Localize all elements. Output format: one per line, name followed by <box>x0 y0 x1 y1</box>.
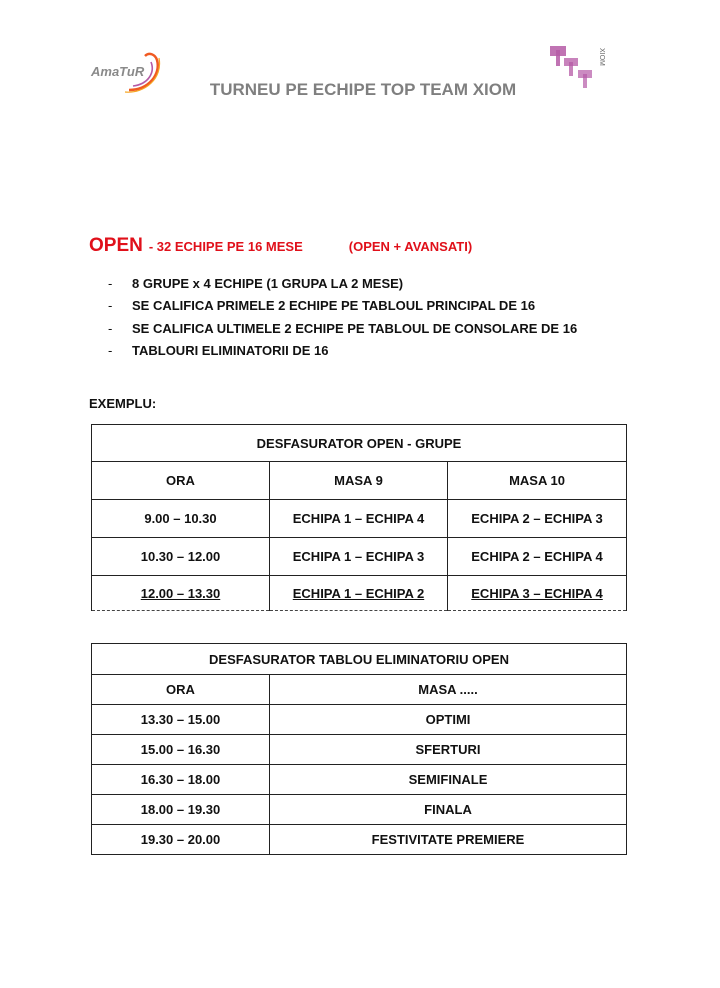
open-note: (OPEN + AVANSATI) <box>348 239 473 254</box>
list-item-text: TABLOURI ELIMINATORII DE 16 <box>132 342 329 358</box>
list-item <box>108 340 577 362</box>
table-caption: DESFASURATOR TABLOU ELIMINATORIU OPEN <box>92 644 627 675</box>
elimination-schedule-table <box>91 643 627 855</box>
match-cell <box>448 576 627 611</box>
stage-cell: FINALA <box>270 795 627 825</box>
table-row <box>92 500 627 538</box>
list-item-text: SE CALIFICA PRIMELE 2 ECHIPE PE TABLOUL PRINCIPAL DE 16 <box>132 298 536 314</box>
bullet-dash: - <box>108 320 113 336</box>
column-header: MASA 10 <box>448 462 627 500</box>
table-row <box>92 795 627 825</box>
table-row <box>92 765 627 795</box>
table-caption: DESFASURATOR OPEN - GRUPE <box>92 425 627 462</box>
table-row <box>92 825 627 855</box>
table-row <box>92 538 627 576</box>
bullet-dash: - <box>108 276 113 291</box>
list-item <box>108 318 577 340</box>
match-cell: ECHIPA 2 – ECHIPA 3 <box>448 500 627 538</box>
time-cell <box>92 576 270 611</box>
stage-cell: SFERTURI <box>270 735 627 765</box>
open-label: OPEN <box>89 235 143 256</box>
bullet-dash: - <box>108 298 113 314</box>
example-label: EXEMPLU: <box>89 396 157 411</box>
time-cell: 16.30 – 18.00 <box>92 765 270 795</box>
table-row <box>92 576 627 611</box>
list-item-text: 8 GRUPE x 4 ECHIPE (1 GRUPA LA 2 MESE) <box>132 276 404 291</box>
match-cell <box>270 576 448 611</box>
time-cell: 15.00 – 16.30 <box>92 735 270 765</box>
time-cell: 10.30 – 12.00 <box>92 538 270 576</box>
match-cell: ECHIPA 1 – ECHIPA 3 <box>270 538 448 576</box>
match-cell: ECHIPA 2 – ECHIPA 4 <box>448 538 627 576</box>
list-item-text: SE CALIFICA ULTIMELE 2 ECHIPE PE TABLOUL DE CONSOLARE DE 16 <box>132 320 578 336</box>
time-cell: 13.30 – 15.00 <box>92 705 270 735</box>
list-item <box>108 295 577 317</box>
column-header: MASA 9 <box>270 462 448 500</box>
time-cell: 9.00 – 10.30 <box>92 500 270 538</box>
column-header: ORA <box>92 462 270 500</box>
match-cell-text: ECHIPA 3 – ECHIPA 4 <box>471 585 603 601</box>
table-row <box>92 735 627 765</box>
rules-list <box>108 273 577 362</box>
stage-cell: OPTIMI <box>270 705 627 735</box>
xiom-vertical-text: XIOM <box>598 48 605 66</box>
stage-cell: SEMIFINALE <box>270 765 627 795</box>
open-subtitle: - 32 ECHIPE PE 16 MESE <box>148 239 303 254</box>
time-cell-text: 12.00 – 13.30 <box>140 585 221 601</box>
column-header: MASA ..... <box>270 675 627 705</box>
page-title: TURNEU PE ECHIPE TOP TEAM XIOM <box>209 80 517 99</box>
bullet-dash: - <box>108 342 113 358</box>
stage-cell: FESTIVITATE PREMIERE <box>270 825 627 855</box>
column-header: ORA <box>92 675 270 705</box>
table-row <box>92 705 627 735</box>
list-item <box>108 273 577 295</box>
open-heading <box>89 235 472 257</box>
time-cell: 18.00 – 19.30 <box>92 795 270 825</box>
amatur-logo-text: AmaTuR <box>91 64 145 79</box>
match-cell-text: ECHIPA 1 – ECHIPA 2 <box>292 585 425 601</box>
time-cell: 19.30 – 20.00 <box>92 825 270 855</box>
groups-schedule-table <box>91 424 627 611</box>
match-cell: ECHIPA 1 – ECHIPA 4 <box>270 500 448 538</box>
